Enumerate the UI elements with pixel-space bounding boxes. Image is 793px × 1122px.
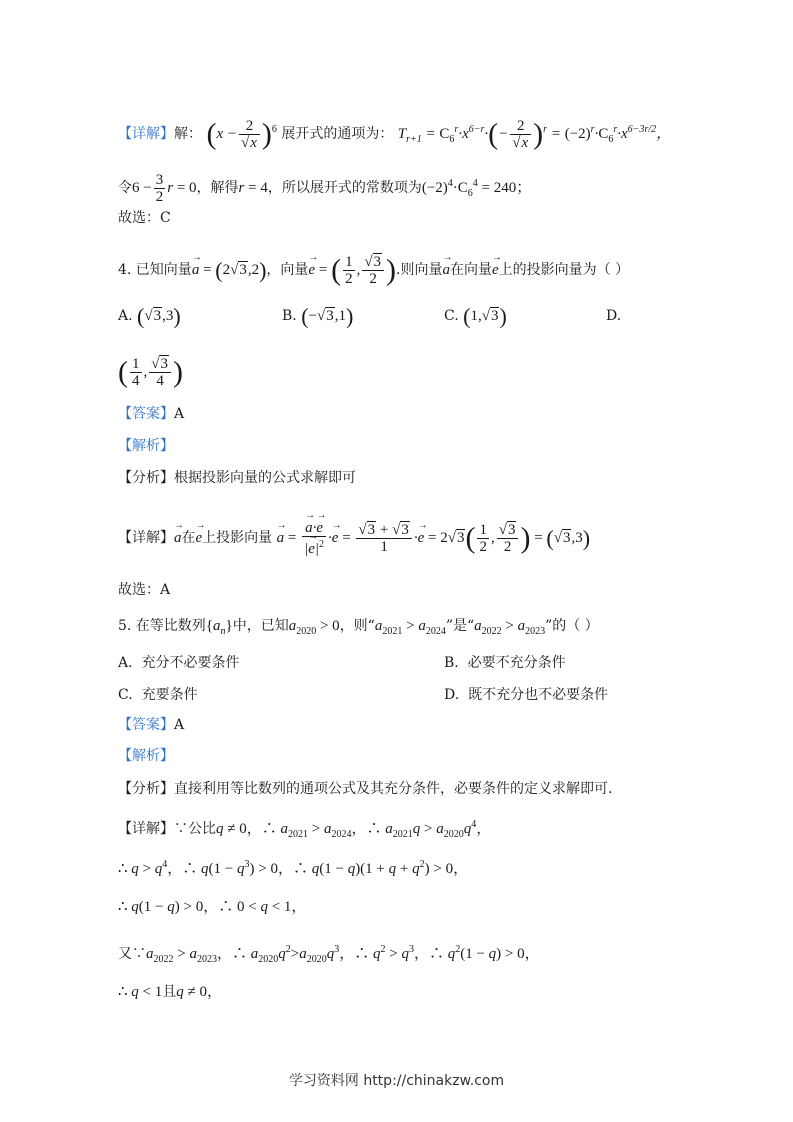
detail-text-a: ∵公比 — [174, 821, 216, 837]
step-5b: q ≠ 0， — [176, 984, 222, 1000]
fenxi-label: 【分析】 — [118, 470, 174, 486]
option-letter: A. — [118, 655, 133, 671]
vector-a-def: → a = (2√3,2) — [192, 262, 267, 278]
binomial-expression: (x − $\frac{2}{√x}$ )$^6$ — [206, 117, 277, 151]
line5-mid: 且 — [162, 984, 177, 1000]
option-text: 既不充分也不必要条件 — [468, 687, 609, 703]
q5-stem-c: ，则“ — [339, 618, 375, 634]
q4-detail — [118, 520, 590, 557]
step-3: ∴ q(1 − q) > 0，∴ 0 < q < 1， — [118, 899, 307, 915]
q4-conclusion: 故选：A — [118, 582, 171, 598]
q5-detail-line2 — [118, 855, 468, 879]
line2-text-c: ，所以展开式的常数项为 — [267, 179, 422, 196]
sequence-an: $\{a_n\}$ — [205, 618, 233, 637]
line4-prefix: 又∵ — [118, 946, 146, 962]
fenxi-text: 根据投影向量的公式求解即可 — [174, 470, 356, 486]
detail-mid-text: 展开式的通项为： — [281, 125, 394, 142]
q4-option-a: A. (√3,3) — [118, 303, 181, 329]
q5-analysis-label: 【解析】 — [118, 748, 174, 764]
q5-stem-b: 中，已知 — [232, 618, 289, 634]
step-1: q ≠ 0，∴ $a_{2021} > a_{2024}$，∴ $a_{2021}q > a_{2020}q^4$， — [216, 819, 492, 840]
vector-e: → e — [492, 262, 499, 278]
q4-stem — [118, 254, 629, 287]
q5-stem-e: ”的（ ） — [545, 618, 599, 634]
q5-detail-line1 — [118, 815, 491, 845]
q3-conclusion: 故选：C — [118, 210, 171, 226]
q5-detail-line4 — [118, 940, 540, 970]
q5-stem — [118, 616, 599, 642]
q3-detail-line1 — [118, 118, 671, 151]
q4-option-c: C. (1,√3) — [444, 303, 507, 329]
detail-label: 【详解】 — [118, 821, 174, 837]
q4-stem-c: .则向量 — [396, 261, 443, 278]
detail-label: 【详解】 — [118, 529, 174, 546]
q5-option-a — [118, 653, 239, 673]
answer-label: 【答案】 — [118, 717, 174, 733]
q4-option-d-value: ( $\frac{1}{4}$ , $\frac{√3}{4}$ ) — [118, 355, 183, 389]
vector-a: → a — [443, 262, 451, 278]
vector-e: → e — [196, 530, 203, 546]
option-letter: C. — [444, 308, 459, 324]
q4-stem-a: 4. 已知向量 — [118, 261, 192, 278]
solution-r: r = 4 — [238, 179, 268, 196]
option-letter: C. — [118, 687, 133, 703]
q5-option-b — [444, 653, 566, 673]
condition-p: $a_{2021} > a_{2024}$ — [374, 618, 446, 637]
step-5a: ∴ q < 1 — [118, 984, 163, 1000]
q4-fenxi — [118, 468, 356, 488]
detail-prefix: 解： — [174, 125, 202, 142]
vector-a: → a — [174, 530, 182, 546]
q4-option-d: D. — [606, 308, 622, 324]
option-text: 充分不必要条件 — [141, 655, 240, 671]
condition-a2020: $a_{2020} > 0$ — [288, 618, 340, 637]
q3-detail-line2 — [118, 172, 531, 205]
step-4: $a_{2022} > a_{2023}$，∴ $a_{2020}q^2>a_{2020}q^3$，∴ $q^2 > q^3$，∴ $q^2(1 - q) > 0$， — [146, 944, 540, 965]
q4-option-b: B. (−√3,1) — [282, 303, 354, 329]
q5-detail-line5 — [118, 982, 222, 1002]
general-term-formula: $T_{r+1} = C_6^r\cdot x^{6-r}\cdot(-$ $\frac{2}{√x}$ )$^r = (-2)^r\cdot C_6^r\cdot x^{6-3r/2}$， — [397, 117, 672, 151]
q4-stem-e: 上的投影向量为（ ） — [498, 261, 630, 278]
q5-option-c — [118, 685, 198, 705]
option-letter: B. — [282, 308, 297, 324]
q4-answer — [118, 404, 184, 424]
condition-q: $a_{2022} > a_{2023}$ — [474, 618, 546, 637]
option-letter: B. — [444, 655, 459, 671]
detail-text-a: 在 — [181, 529, 196, 546]
vector-e-def: → e = ( $\frac{1}{2}$ , $\frac{√3}{2}$ ) — [308, 262, 396, 278]
q5-answer — [118, 715, 184, 735]
fenxi-text: 直接利用等比数列的通项公式及其充分条件，必要条件的定义求解即可. — [174, 781, 613, 797]
step-2: ∴ $q > q^4$，∴ $q(1 - q^3) > 0$，∴ $q(1 - q)(1 + q + q^2) > 0$， — [118, 859, 469, 877]
q4-stem-b: ，向量 — [266, 261, 309, 278]
detail-label: 【详解】 — [118, 125, 174, 142]
equation-r: 6 − $\frac{3}{2}$ r = 0 — [132, 172, 197, 205]
constant-term: $(-2)^4\cdot C_6^4 = 240$； — [421, 177, 532, 199]
fenxi-label: 【分析】 — [118, 781, 174, 797]
option-letter: A. — [118, 308, 133, 324]
option-letter: D. — [444, 687, 460, 703]
q5-option-d — [444, 685, 608, 705]
q5-detail-line3 — [118, 897, 306, 917]
q4-analysis-label: 【解析】 — [118, 438, 174, 454]
q5-stem-d: ”是“ — [445, 618, 475, 634]
projection-formula: → a = → $\frac{a\cdot\to e}{|\to e|^2}$ ·→ e = $\frac{√3 + √3}{1}$ ·→ e = 2√3( $\frac{1}{2}$ , $\frac{√3}{2}$ ) = (√3,3) — [277, 530, 590, 546]
footer-watermark: 学习资料网 http://chinakzw.com — [288, 1073, 505, 1089]
line2-text-b: ，解得 — [196, 179, 239, 196]
option-text: 必要不充分条件 — [467, 655, 566, 671]
q5-stem-a: 5. 在等比数列 — [118, 618, 206, 634]
option-text: 充要条件 — [141, 687, 198, 703]
detail-text-b: 上投影向量 — [202, 529, 273, 546]
answer-value: A — [174, 406, 185, 422]
line2-text-a: 令 — [118, 179, 132, 196]
q4-stem-d: 在向量 — [450, 261, 492, 278]
answer-value: A — [174, 717, 185, 733]
answer-label: 【答案】 — [118, 406, 174, 422]
q5-fenxi — [118, 779, 612, 799]
